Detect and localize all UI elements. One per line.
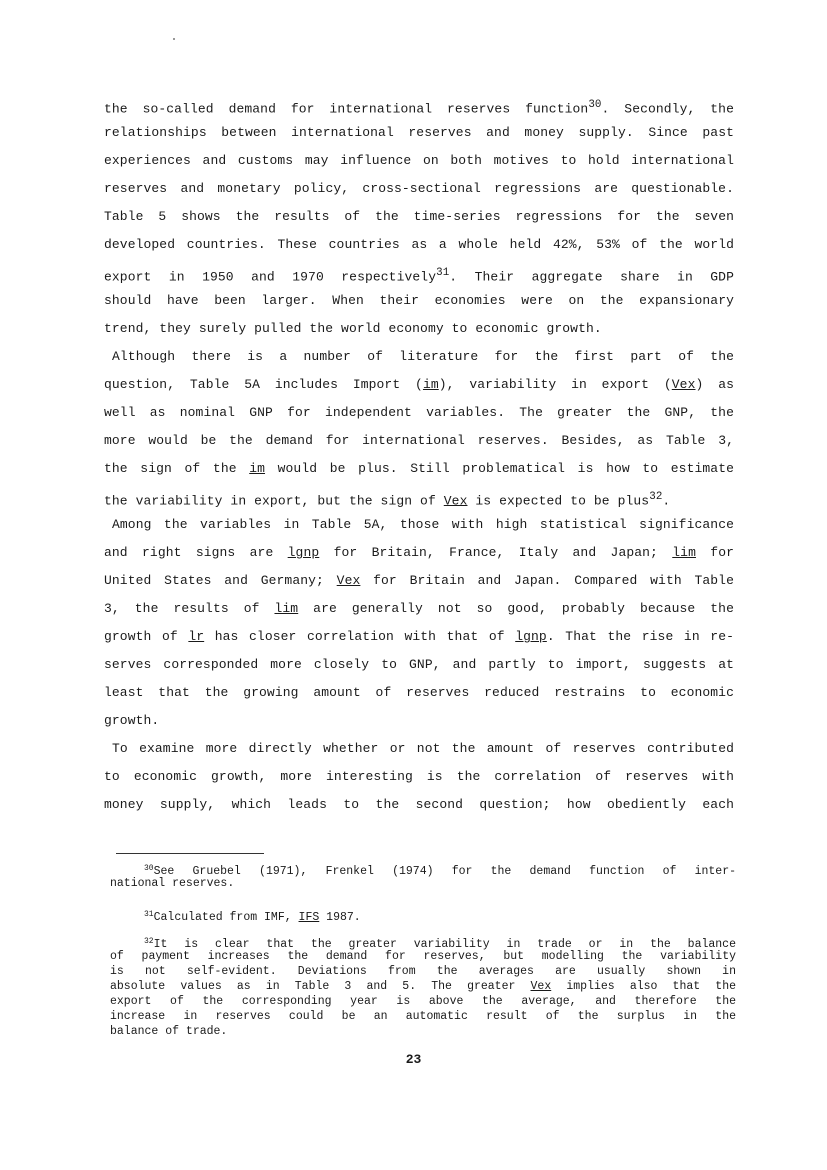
text-segment: relationships between international reserves and money supply. Since past — [104, 125, 734, 140]
footnote-line — [110, 994, 736, 1009]
text-segment: export in 1950 and 1970 respectively — [104, 269, 437, 285]
text-segment: are generally not so good, probably because the — [298, 601, 734, 616]
text-line — [104, 203, 734, 231]
text-line — [104, 483, 734, 511]
underlined-term: im — [422, 377, 439, 392]
text-segment: developed countries. These countries as a whole held 42%, 53% of the world — [104, 237, 734, 252]
text-segment: well as nominal GNP for independent variables. The greater the GNP, the — [104, 405, 734, 420]
scan-speck — [173, 38, 175, 40]
text-segment: for Britain, France, Italy and Japan; — [319, 545, 673, 560]
text-segment: the variability in export, but the sign of — [104, 493, 444, 509]
text-segment: more would be the demand for international reserves. Besides, as Table 3, — [104, 433, 734, 448]
text-segment: Table 5 shows the results of the time-series regressions for the seven — [104, 209, 734, 224]
text-segment: is not self-evident. Deviations from the averages are usually shown in — [110, 965, 736, 978]
text-line — [104, 623, 734, 651]
footnote-32 — [110, 934, 736, 1039]
text-line — [104, 763, 734, 791]
body-text — [104, 91, 734, 819]
text-segment: growth of — [104, 629, 189, 644]
footnote-marker: 31 — [144, 910, 154, 919]
text-segment: . That the rise in re- — [546, 629, 735, 644]
text-segment: See Gruebel (1971), Frenkel (1974) for the demand function of inter- — [153, 865, 736, 878]
text-segment: to economic growth, more interesting is the correlation of reserves with — [104, 769, 734, 784]
footnote-line — [110, 907, 736, 922]
footnote-line — [110, 876, 736, 891]
footnote-line — [110, 1009, 736, 1024]
footnote-marker: 30 — [588, 99, 602, 111]
text-segment: the sign of the — [104, 461, 250, 476]
footnote-marker: 32 — [649, 491, 663, 503]
text-line — [104, 511, 734, 539]
text-line — [104, 147, 734, 175]
underlined-term: lim — [274, 601, 299, 616]
text-segment: 3, the results of — [104, 601, 275, 616]
text-segment: money supply, which leads to the second question; how obediently each — [104, 797, 734, 812]
text-segment: trend, they surely pulled the world economy to economic growth. — [104, 321, 602, 336]
page-number: 23 — [405, 1052, 422, 1067]
text-segment: experiences and customs may influence on both motives to hold international — [104, 153, 734, 168]
text-segment: implies also that the — [551, 980, 737, 993]
text-segment: and right signs are — [104, 545, 288, 560]
text-line — [104, 539, 734, 567]
footnote-marker: 31 — [436, 267, 450, 279]
footnote-marker: 30 — [144, 864, 154, 873]
text-segment: Although there is a number of literature for the first part of the — [112, 349, 734, 364]
footnote-line — [110, 964, 736, 979]
text-segment: has closer correlation with that of — [204, 629, 516, 644]
underlined-term: Vex — [530, 980, 552, 993]
text-line — [104, 91, 734, 119]
text-segment: Among the variables in Table 5A, those with high statistical significance — [112, 517, 734, 532]
text-segment: growth. — [104, 713, 160, 728]
text-segment: absolute values as in Table 3 and 5. The greater — [110, 980, 531, 993]
footnote-line — [110, 949, 736, 964]
text-line — [104, 371, 734, 399]
footnote-31 — [110, 907, 736, 922]
text-segment: export of the corresponding year is above the average, and therefore the — [110, 995, 736, 1008]
underlined-term: lgnp — [287, 545, 320, 560]
underlined-term: lim — [672, 545, 696, 560]
text-segment: reserves and monetary policy, cross-sectional regressions are questionable. — [104, 181, 734, 196]
footnote-line — [110, 979, 736, 994]
text-segment: To examine more directly whether or not the amount of reserves contributed — [112, 741, 734, 756]
underlined-term: IFS — [298, 911, 320, 924]
text-segment: would be plus. Still problematical is how to estimate — [265, 461, 734, 476]
text-line — [104, 735, 734, 763]
text-segment: balance of trade. — [110, 1025, 228, 1038]
text-segment: 1987. — [319, 911, 361, 924]
text-segment: . Their aggregate share in GDP — [449, 269, 734, 285]
text-line — [104, 119, 734, 147]
text-line — [104, 595, 734, 623]
text-segment: should have been larger. When their economies were on the expansionary — [104, 293, 734, 308]
text-segment: for — [695, 545, 734, 560]
underlined-term: Vex — [336, 573, 361, 588]
text-line — [104, 679, 734, 707]
text-segment: of payment increases the demand for reserves, but modelling the variability — [110, 950, 736, 963]
text-line — [104, 287, 734, 315]
text-line — [104, 259, 734, 287]
underlined-term: im — [249, 461, 266, 476]
footnote-line — [110, 861, 736, 876]
footnote-line — [110, 1024, 736, 1039]
underlined-term: Vex — [443, 493, 468, 509]
text-segment: for Britain and Japan. Compared with Table — [360, 573, 734, 588]
footnote-30 — [110, 861, 736, 891]
text-segment: increase in reserves could be an automatic result of the surplus in the — [110, 1010, 736, 1023]
text-segment: the so-called demand for international reserves function — [104, 101, 589, 117]
underlined-term: Vex — [671, 377, 696, 392]
text-line — [104, 791, 734, 819]
text-segment: United States and Germany; — [104, 573, 337, 588]
text-segment: serves corresponded more closely to GNP, and partly to import, suggests at — [104, 657, 734, 672]
text-segment: ), variability in export ( — [438, 377, 672, 392]
text-segment: ) as — [695, 377, 735, 392]
text-line — [104, 175, 734, 203]
text-segment: is expected to be plus — [467, 493, 650, 509]
footnote-separator — [116, 853, 264, 854]
text-segment: national reserves. — [110, 877, 235, 890]
text-line — [104, 399, 734, 427]
text-segment: least that the growing amount of reserves reduced restrains to economic — [104, 685, 734, 700]
text-segment: question, Table 5A includes Import ( — [104, 377, 423, 392]
underlined-term: lgnp — [515, 629, 547, 644]
underlined-term: lr — [188, 629, 205, 644]
text-line — [104, 427, 734, 455]
text-segment: Calculated from IMF, — [153, 911, 299, 924]
text-line — [104, 651, 734, 679]
text-line — [104, 455, 734, 483]
text-segment: . — [662, 493, 671, 509]
text-line — [104, 231, 734, 259]
footnote-marker: 32 — [144, 937, 154, 946]
text-segment: It is clear that the greater variability in trade or in the balance — [153, 938, 736, 951]
text-segment: . Secondly, the — [601, 101, 734, 117]
text-line — [104, 343, 734, 371]
text-line — [104, 315, 734, 343]
text-line — [104, 567, 734, 595]
footnote-line — [110, 934, 736, 949]
text-line — [104, 707, 734, 735]
